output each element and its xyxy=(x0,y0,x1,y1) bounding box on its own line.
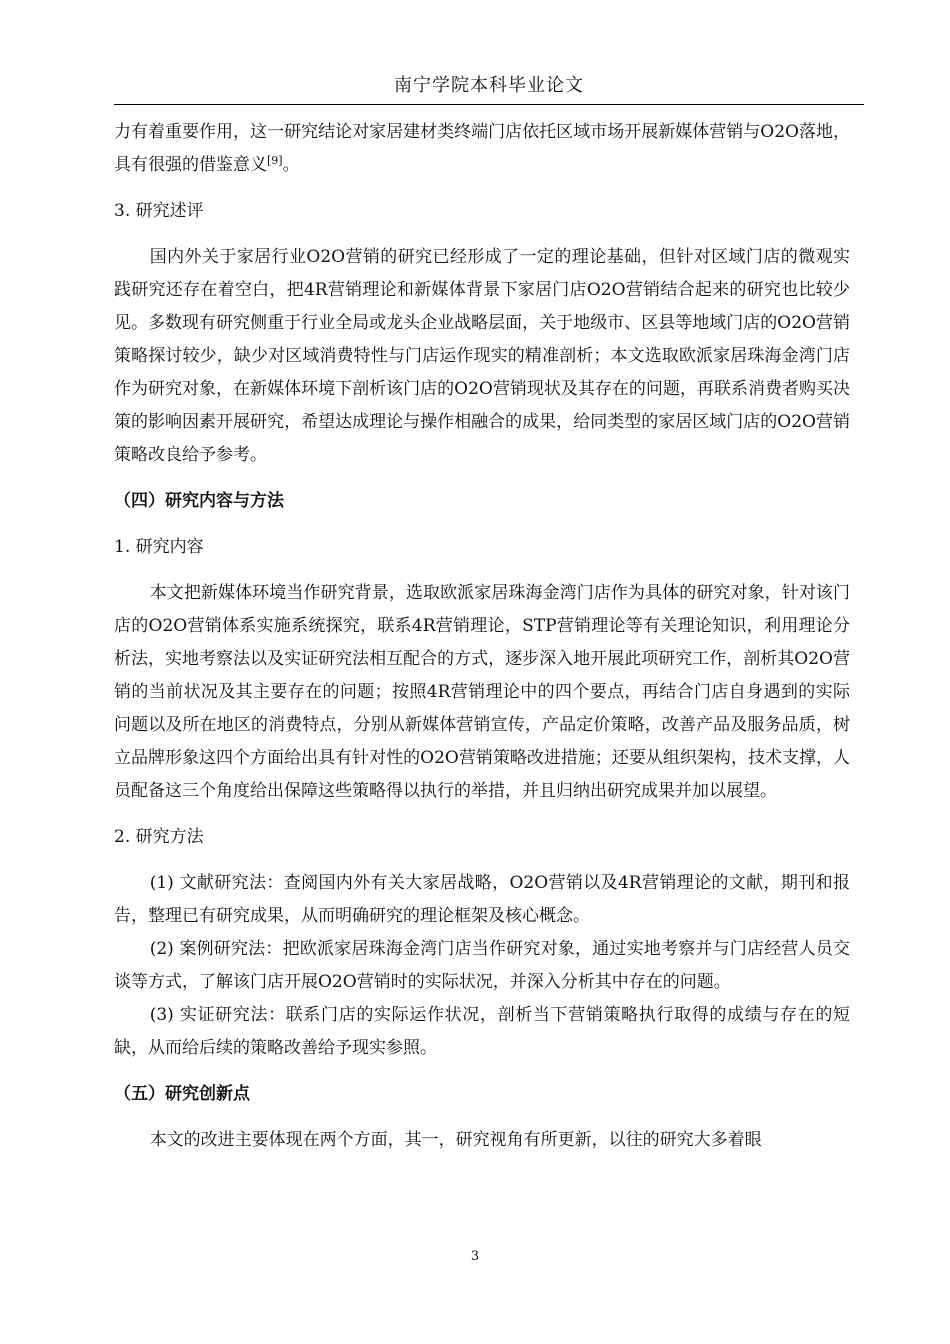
heading-research-content: 1. 研究内容 xyxy=(114,537,204,557)
paragraph-method-literature: (1) 文献研究法：查阅国内外有关大家居战略，O2O营销以及4R营销理论的文献，期刊和报告，整理已有研究成果，从而明确研究的理论框架及核心概念。 xyxy=(114,873,850,926)
heading-section-five: （五）研究创新点 xyxy=(114,1084,250,1104)
heading-section-four: （四）研究内容与方法 xyxy=(114,491,284,511)
body-text xyxy=(114,116,850,1157)
paragraph-intro-end: 。 xyxy=(282,155,300,175)
page-number: 3 xyxy=(470,1249,480,1264)
heading-research-method: 2. 研究方法 xyxy=(114,827,204,847)
paragraph-intro xyxy=(114,116,850,182)
paragraph-intro-text: 力有着重要作用，这一研究结论对家居建材类终端门店依托区域市场开展新媒体营销与O2O落地，具有很强的借鉴意义 xyxy=(114,122,850,175)
header-rule xyxy=(114,104,864,105)
heading-research-review: 3. 研究述评 xyxy=(114,201,204,221)
paragraph-research-review: 国内外关于家居行业O2O营销的研究已经形成了一定的理论基础，但针对区域门店的微观实践研究还存在着空白，把4R营销理论和新媒体背景下家居门店O2O营销结合起来的研究也比较少见。多数现有研究侧重于行业全局或龙头企业战略层面，关于地级市、区县等地域门店的O2O营销策略探讨较少，缺少对区域消费特性与门店运作现实的精准剖析；本文选取欧派家居珠海金湾门店作为研究对象，在新媒体环境下剖析该门店的O2O营销现状及其存在的问题，再联系消费者购买决策的影响因素开展研究，希望达成理论与操作相融合的成果，给同类型的家居区域门店的O2O营销策略改良给予参考。 xyxy=(114,247,850,465)
citation-ref: [9] xyxy=(267,153,283,167)
paragraph-innovation: 本文的改进主要体现在两个方面，其一，研究视角有所更新，以往的研究大多着眼 xyxy=(149,1130,762,1150)
paragraph-method-case: (2) 案例研究法：把欧派家居珠海金湾门店当作研究对象，通过实地考察并与门店经营人员交谈等方式，了解该门店开展O2O营销时的实际状况，并深入分析其中存在的问题。 xyxy=(114,939,850,992)
paragraph-method-empirical: (3) 实证研究法：联系门店的实际运作状况，剖析当下营销策略执行取得的成绩与存在的短缺，从而给后续的策略改善给予现实参照。 xyxy=(114,1005,850,1058)
paragraph-research-content: 本文把新媒体环境当作研究背景，选取欧派家居珠海金湾门店作为具体的研究对象，针对该门店的O2O营销体系实施系统探究，联系4R营销理论，STP营销理论等有关理论知识，利用理论分析法，实地考察法以及实证研究法相互配合的方式，逐步深入地开展此项研究工作，剖析其O2O营销的当前状况及其主要存在的问题；按照4R营销理论中的四个要点，再结合门店自身遇到的实际问题以及所在地区的消费特点，分别从新媒体营销宣传，产品定价策略，改善产品及服务品质，树立品牌形象这四个方面给出具有针对性的O2O营销策略改进措施；还要从组织架构，技术支撑，人员配备这三个角度给出保障这些策略得以执行的举措，并且归纳出研究成果并加以展望。 xyxy=(114,583,850,801)
running-header: 南宁学院本科毕业论文 xyxy=(394,75,584,96)
